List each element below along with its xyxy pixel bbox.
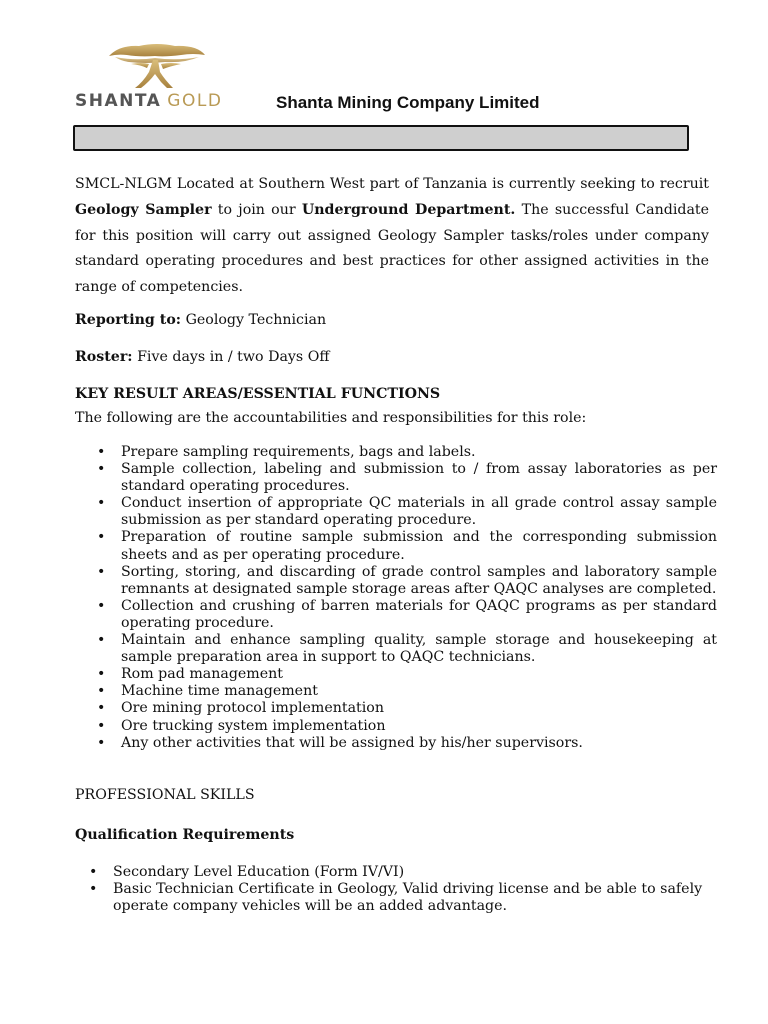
- kra-heading: KEY RESULT AREAS/ESSENTIAL FUNCTIONS: [75, 386, 441, 402]
- acacia-tree-icon: [105, 42, 209, 90]
- logo-word-shanta: SHANTA: [75, 91, 162, 111]
- list-item: • Preparation of routine sample submission and the corresponding submission sheets and as per operating procedure.: [75, 529, 717, 563]
- list-item: • Collection and crushing of barren materials for QAQC programs as per standard operating procedure.: [75, 598, 717, 632]
- qualification-heading: Qualification Requirements: [75, 827, 295, 843]
- intro-paragraph: SMCL-NLGM Located at Southern West part of Tanzania is currently seeking to recruit Geology Sampler to join our Underground Department. The successful Candidate for this position will carry out assigned Geology Sampler tasks/roles under company standard operating procedures and best practices for other assigned activities in the range of competencies.: [75, 176, 710, 296]
- shanta-gold-logo: [75, 42, 235, 112]
- kra-intro: The following are the accountabilities and responsibilities for this role:: [75, 410, 587, 426]
- company-name: Shanta Mining Company Limited: [276, 93, 540, 112]
- qualification-list: [75, 864, 717, 915]
- list-item: • Machine time management: [75, 683, 717, 700]
- professional-skills-heading: PROFESSIONAL SKILLS: [75, 787, 255, 803]
- list-item: • Conduct insertion of appropriate QC materials in all grade control assay sample submission as per standard operating procedure.: [75, 495, 717, 529]
- list-item: • Basic Technician Certificate in Geology, Valid driving license and be able to safely operate company vehicles will be an added advantage.: [75, 881, 717, 915]
- list-item: • Any other activities that will be assigned by his/her supervisors.: [75, 735, 717, 752]
- list-item: • Ore mining protocol implementation: [75, 700, 717, 717]
- list-item: • Rom pad management: [75, 666, 717, 683]
- roster-line: Roster: Five days in / two Days Off: [75, 349, 330, 365]
- reporting-value: Geology Technician: [185, 312, 327, 328]
- title-banner: [73, 125, 689, 151]
- roster-value: Five days in / two Days Off: [137, 349, 330, 365]
- list-item: • Secondary Level Education (Form IV/VI): [75, 864, 717, 881]
- department-name: Underground Department.: [301, 201, 516, 218]
- list-item: • Sample collection, labeling and submission to / from assay laboratories as per standard operating procedures.: [75, 461, 717, 495]
- logo-word-gold: GOLD: [167, 91, 223, 111]
- list-item: • Ore trucking system implementation: [75, 718, 717, 735]
- list-item: • Maintain and enhance sampling quality, sample storage and housekeeping at sample preparation area in support to QAQC technicians.: [75, 632, 717, 666]
- reporting-line: Reporting to: Geology Technician: [75, 312, 327, 328]
- list-item: • Sorting, storing, and discarding of grade control samples and laboratory sample remnants at designated sample storage areas after QAQC analyses are completed.: [75, 564, 717, 598]
- kra-list: [75, 444, 717, 752]
- role-title: Geology Sampler: [75, 201, 212, 218]
- list-item: • Prepare sampling requirements, bags and labels.: [75, 444, 717, 461]
